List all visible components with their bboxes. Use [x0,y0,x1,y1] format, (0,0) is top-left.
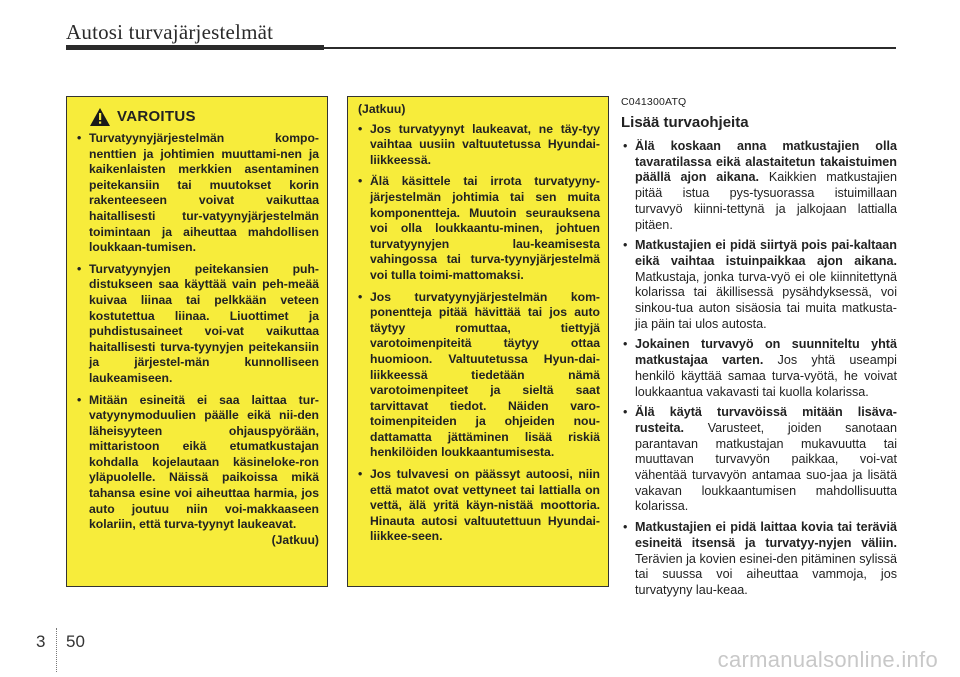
tip-item [621,405,897,515]
chapter-number: 3 [36,632,46,651]
continued-warning-list [356,122,600,545]
tip-item [621,139,897,233]
tip-lead: Jokainen turvavyö on suunniteltu yhtä matkustajaa varten. [635,337,897,368]
tip-item [621,238,897,332]
header-rule-thin [324,47,896,49]
tip-item [621,520,897,599]
continued-header: (Jatkuu) [358,102,406,116]
warning-title [89,107,319,127]
section-code: C041300ATQ [621,96,687,108]
warning-title-text: VAROITUS [117,108,196,126]
tip-item [621,337,897,400]
warning-item: • Mitään esineitä ei saa laittaa tur-vatyynymoduulien päälle eikä nii-den läheisyyteen ohjauspyörään, mittaristoon eikä etumatkustajan kohdalla kojelautaan käsineloke-ron yläpuolelle. Näissä paikoissa mikä tahansa esine voi aiheuttaa harmia, jos auto joutuu niin voi-makkaaseen kolariin, että turva-tyynyt laukeavat. [75,393,319,533]
tip-text: Matkustaja, jonka turva-vyö ei ole kiinnitettynä kolarissa tai äkillisessä pysähdyksessä, voi sinkou-tua auton sisäosia tai muita matkusta-jia päin tai ulos autosta. [635,269,897,331]
warning-item: • Jos turvatyynyjärjestelmän kom-ponentteja pitää hävittää tai jos auto täytyy romuttaa, tiettyjä varotoimenpiteitä täytyy ottaa huomioon. Valtuutetussa Hyun-dai-liikkeessä tiedetään nämä varotoimenpiteet ja sieltä saat tarvittavat tiedot. Näiden varo-toimenpiteiden ja ohjeiden nou-dattamatta jättäminen lisää riskiä henkilöiden loukkaantumisesta. [356,290,600,462]
warning-triangle-icon [89,107,111,127]
tip-lead: Älä käytä turvavöissä mitään lisäva-rusteita. [635,405,897,435]
safety-tips-list [621,139,897,599]
continued-label: (Jatkuu) [271,532,319,547]
footer-divider [56,628,57,672]
warning-box [66,96,328,587]
warning-list [75,131,319,533]
page-header-title: Autosi turvajärjestelmät [66,20,274,44]
tip-text: Varusteet, joiden sanotaan parantavan matkustajan mukavuutta tai muuttavan turvavyön paikkaa, voi-vat vähentää turvavyön antamaa suo-jaa ja lisätä vakavan loukkaantumisen mahdollisuutta kolarissa. [635,420,897,514]
warning-item: • Jos turvatyynyt laukeavat, ne täy-tyy vaihtaa uusiin valtuutetussa Hyundai-liikkeessä. [356,122,600,169]
warning-item: • Jos tulvavesi on päässyt autoosi, niin että matot ovat vettyneet tai lattialla on vettä, älä yritä käyn-nistää moottoria. Hinauta autosi valtuutettuun Hyundai-liikkee-seen. [356,467,600,545]
tip-text: Kaikkien matkustajien pitää istua pys-tysuorassa istuimillaan turvavyö kiinni-tettynä ja jalkojaan lattialla pitäen. [635,170,897,232]
tip-lead: Älä koskaan anna matkustajien olla tavaratilassa eikä alastaitetun takaistuimen päällä ajon aikana. [635,139,897,185]
tip-lead: Matkustajien ei pidä laittaa kovia tai teräviä esineitä itsensä ja turvatyy-nyjen väliin. [635,520,897,550]
warning-item: • Turvatyynyjärjestelmän kompo-nenttien ja johtimien muuttami-nen ja kaikenlaisten merkkien asentaminen peitekansiin tai muutokset korin rakenteeseen voivat vaikuttaa haitallisesti tur-vatyynyjärjestelmän toimintaan ja aiheuttaa mahdollisen loukkaan-tumisen. [75,131,319,256]
tip-text: Jos yhtä useampi henkilö käyttää samaa turva-vyötä, he voivat loukkaantua vakavasti tai kuolla kolarissa. [635,353,897,399]
safety-tips-section [621,96,897,604]
tip-text: Terävien ja kovien esinei-den pitäminen sylissä tai suussa voi aiheuttaa vammoja, jos turvatyyny lau-keaa. [635,551,897,597]
page-number: 50 [66,632,85,651]
section-title: Lisää turvaohjeita [621,114,749,131]
watermark-link[interactable]: carmanualsonline.info [717,647,938,672]
tip-lead: Matkustajien ei pidä siirtyä pois pai-kaltaan eikä vaihtaa istuinpaikkaa ajon aikana. [635,238,897,268]
continued-warning-box [347,96,609,587]
warning-item: • Turvatyynyjen peitekansien puh-distukseen saa käyttää vain peh-meää kuivaa liinaa tai pelkkään veteen kostutettua liinaa. Liuottimet ja puhdistusaineet voi-vat vaikuttaa haitallisesti turva-tyynyjen peitekansiin ja järjestel-män kunnolliseen laukeamiseen. [75,262,319,387]
header-rule-thick [66,45,324,50]
warning-item: • Älä käsittele tai irrota turvatyyny-järjestelmän johtimia tai sen muita komponentteja. Muutoin seurauksena voi olla loukkaantu-minen, johtuen turvatyynyjen lau-keamisesta vahingossa tai turva-tyynyjärjestelmä voi tulla toimi-mattomaksi. [356,174,600,283]
